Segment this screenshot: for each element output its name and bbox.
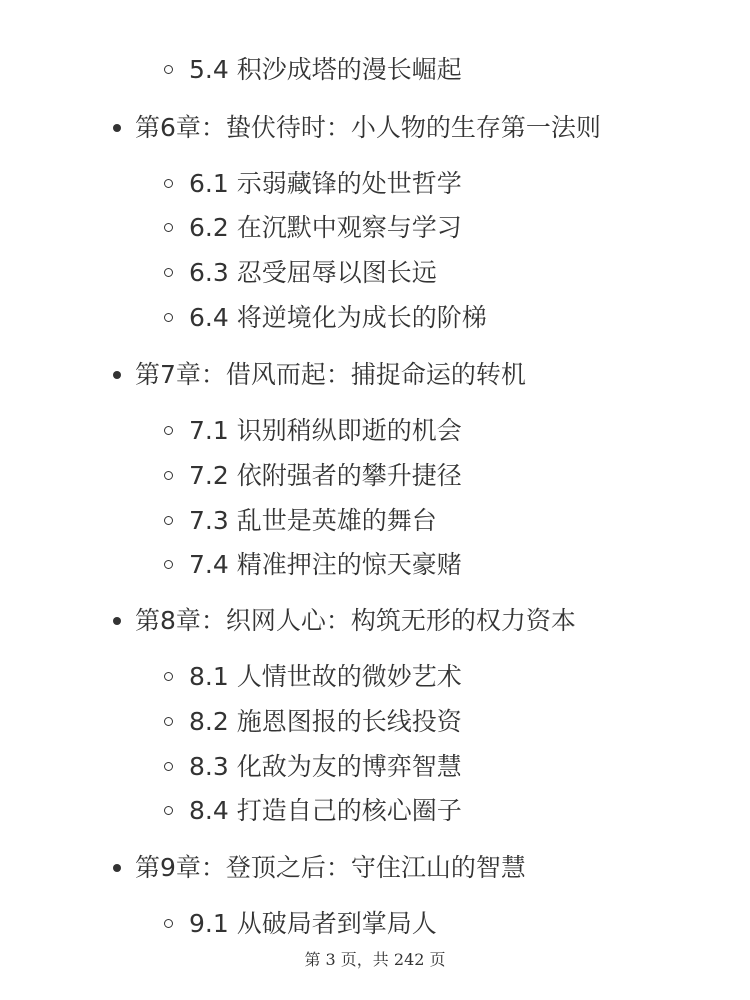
toc-section-item xyxy=(189,166,462,202)
hollow-bullet-icon xyxy=(164,413,184,449)
toc-item-label: 8.4 打造自己的核心圈子 xyxy=(189,796,462,825)
toc-item-label: 6.3 忍受屈辱以图长远 xyxy=(189,258,437,287)
hollow-bullet-icon xyxy=(164,547,184,583)
toc-item-label: 7.2 依附强者的攀升捷径 xyxy=(189,461,462,490)
toc-item-label: 第9章：登顶之后：守住江山的智慧 xyxy=(135,853,526,882)
hollow-bullet-icon xyxy=(164,659,184,695)
hollow-bullet-icon xyxy=(164,210,184,246)
hollow-bullet-icon xyxy=(164,300,184,336)
toc-section-item xyxy=(189,300,487,336)
toc-section-item xyxy=(189,749,462,785)
hollow-bullet-icon xyxy=(164,255,184,291)
toc-item-label: 7.1 识别稍纵即逝的机会 xyxy=(189,416,462,445)
hollow-bullet-icon xyxy=(164,704,184,740)
hollow-bullet-icon xyxy=(164,503,184,539)
hollow-bullet-icon xyxy=(164,458,184,494)
toc-item-label: 5.4 积沙成塔的漫长崛起 xyxy=(189,55,462,84)
toc-section-item xyxy=(189,210,462,246)
toc-chapter-item xyxy=(135,110,601,146)
toc-item-label: 7.4 精准押注的惊天豪赌 xyxy=(189,550,462,579)
toc-section-item xyxy=(189,458,462,494)
toc-chapter-item xyxy=(135,850,526,886)
toc-item-label: 6.2 在沉默中观察与学习 xyxy=(189,213,462,242)
toc-section-item xyxy=(189,659,462,695)
toc-item-label: 第6章：蛰伏待时：小人物的生存第一法则 xyxy=(135,113,601,142)
toc-section-item xyxy=(189,413,462,449)
toc-section-item xyxy=(189,906,437,942)
hollow-bullet-icon xyxy=(164,793,184,829)
toc-section-item xyxy=(189,255,437,291)
filled-bullet-icon xyxy=(113,850,133,886)
filled-bullet-icon xyxy=(113,603,133,639)
toc-item-label: 第7章：借风而起：捕捉命运的转机 xyxy=(135,360,526,389)
filled-bullet-icon xyxy=(113,110,133,146)
toc-section-item xyxy=(189,547,462,583)
toc-item-label: 8.2 施恩图报的长线投资 xyxy=(189,707,462,736)
toc-section-item xyxy=(189,52,462,88)
toc-item-label: 9.1 从破局者到掌局人 xyxy=(189,909,437,938)
toc-item-label: 8.3 化敌为友的博弈智慧 xyxy=(189,752,462,781)
hollow-bullet-icon xyxy=(164,52,184,88)
toc-section-item xyxy=(189,704,462,740)
toc-item-label: 8.1 人情世故的微妙艺术 xyxy=(189,662,462,691)
hollow-bullet-icon xyxy=(164,749,184,785)
toc-section-item xyxy=(189,503,437,539)
toc-chapter-item xyxy=(135,357,526,393)
toc-item-label: 7.3 乱世是英雄的舞台 xyxy=(189,506,437,535)
filled-bullet-icon xyxy=(113,357,133,393)
toc-item-label: 6.1 示弱藏锋的处世哲学 xyxy=(189,169,462,198)
toc-chapter-item xyxy=(135,603,576,639)
hollow-bullet-icon xyxy=(164,906,184,942)
toc-item-label: 6.4 将逆境化为成长的阶梯 xyxy=(189,303,487,332)
toc-item-label: 第8章：织网人心：构筑无形的权力资本 xyxy=(135,606,576,635)
hollow-bullet-icon xyxy=(164,166,184,202)
page-footer: 第 3 页，共 242 页 xyxy=(304,950,446,969)
toc-section-item xyxy=(189,793,462,829)
